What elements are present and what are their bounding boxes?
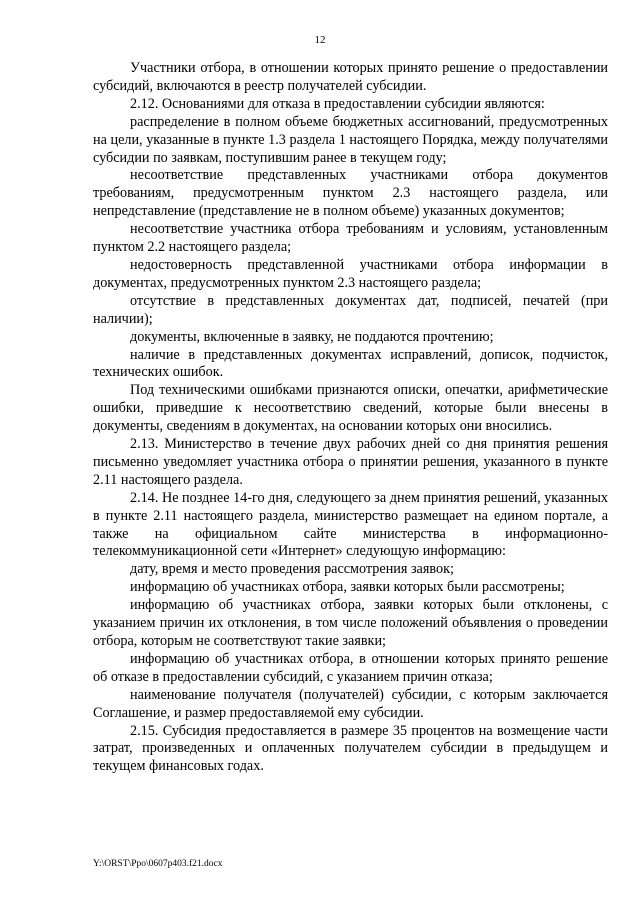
document-body xyxy=(93,60,608,776)
paragraph: информацию об участниках отбора, заявки которых были отклонены, с указанием причин их отклонения, в том числе положений объявления о проведении отбора, которым не соответствуют такие заявки; xyxy=(93,597,608,649)
paragraph: 2.15. Субсидия предоставляется в размере 35 процентов на возмещение части затрат, произведенных и оплаченных получателем субсидии в предыдущем и текущем финансовых годах. xyxy=(93,722,608,775)
paragraph: 2.13. Министерство в течение двух рабочих дней со дня принятия решения письменно уведомляет участника отбора о принятии решения, указанного в пункте 2.11 настоящего раздела. xyxy=(93,436,608,488)
file-path-footer: Y:\ORST\Ppo\0607p403.f21.docx xyxy=(93,859,223,869)
paragraph: дату, время и место проведения рассмотрения заявок; xyxy=(130,561,454,578)
paragraph: наличие в представленных документах исправлений, дописок, подчисток, технических ошибок. xyxy=(93,346,608,381)
paragraph: 2.12. Основаниями для отказа в предоставлении субсидии являются: xyxy=(130,95,545,112)
paragraph: несоответствие участника отбора требованиям и условиям, установленным пунктом 2.2 настоящего раздела; xyxy=(93,221,608,256)
paragraph: Под техническими ошибками признаются описки, опечатки, арифметические ошибки, приведшие к несоответствию сведений, которые были внесены в документы, сведениям в документах, на основании которых они вносились. xyxy=(93,382,608,435)
paragraph: информацию об участниках отбора, заявки которых были рассмотрены; xyxy=(130,579,565,596)
paragraph: 2.14. Не позднее 14-го дня, следующего за днем принятия решений, указанных в пункте 2.11 настоящего раздела, министерство размещает на едином портале, а также на официальном сайте министерства в информационно-телекоммуникационной сети «Интернет» следующую информацию: xyxy=(93,489,608,560)
paragraph: информацию об участниках отбора, в отношении которых принято решение об отказе в предоставлении субсидий, с указанием причин отказа; xyxy=(93,650,608,685)
paragraph: Участники отбора, в отношении которых принято решение о предоставлении субсидий, включаются в реестр получателей субсидии. xyxy=(93,60,608,94)
paragraph: отсутствие в представленных документах дат, подписей, печатей (при наличии); xyxy=(93,292,608,327)
paragraph: распределение в полном объеме бюджетных ассигнований, предусмотренных на цели, указанные в пункте 1.3 раздела 1 настоящего Порядка, между получателями субсидии по заявкам, поступившим ранее в текущем году; xyxy=(93,113,608,166)
paragraph: документы, включенные в заявку, не поддаются прочтению; xyxy=(130,328,494,345)
page-number: 12 xyxy=(314,34,326,46)
paragraph: несоответствие представленных участниками отбора документов требованиям, предусмотренным пунктом 2.3 настоящего раздела, или непредставление (представление не в полном объеме) указанных документов; xyxy=(93,167,608,220)
paragraph: наименование получателя (получателей) субсидии, с которым заключается Соглашение, и размер предоставляемой ему субсидии. xyxy=(93,686,608,721)
paragraph: недостоверность представленной участниками отбора информации в документах, предусмотренных пунктом 2.3 настоящего раздела; xyxy=(93,256,608,291)
